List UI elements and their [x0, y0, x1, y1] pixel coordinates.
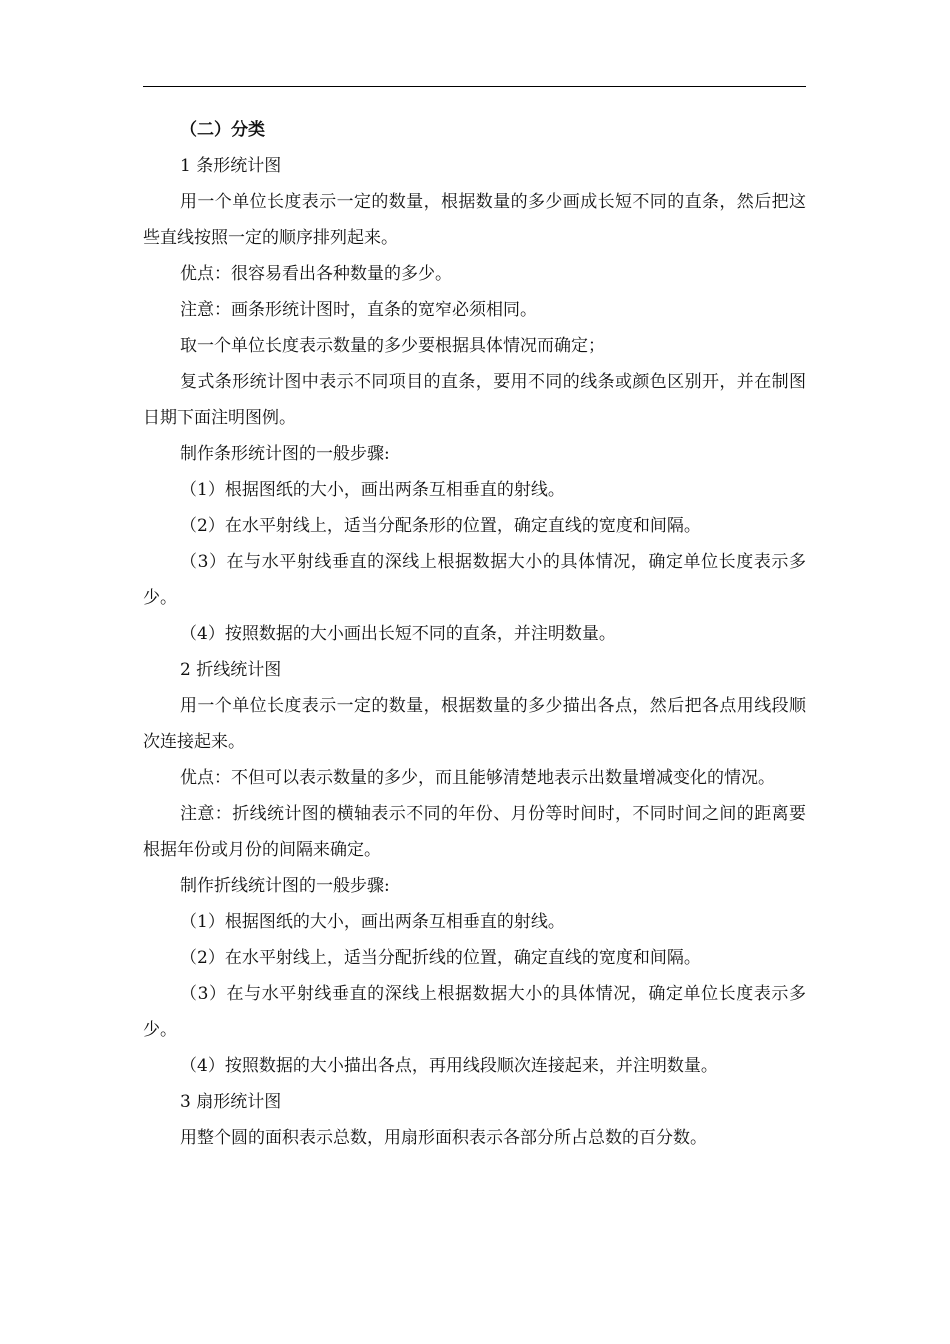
line-chart-note: 注意：折线统计图的横轴表示不同的年份、月份等时间时，不同时间之间的距离要根据年份或月份的间隔来确定。: [143, 804, 806, 860]
line-chart-step-1: （1）根据图纸的大小，画出两条互相垂直的射线。: [180, 912, 565, 932]
line-chart-title: 2 折线统计图: [180, 660, 282, 680]
bar-chart-note-1: 注意：画条形统计图时，直条的宽窄必须相同。: [180, 300, 537, 320]
line-chart-steps-title: 制作折线统计图的一般步骤:: [180, 876, 390, 896]
bar-chart-title: 1 条形统计图: [180, 156, 282, 176]
line-chart-step-4: （4）按照数据的大小描出各点，再用线段顺次连接起来，并注明数量。: [180, 1056, 718, 1076]
document-body: [143, 112, 806, 1156]
bar-chart-note-2: 取一个单位长度表示数量的多少要根据具体情况而确定；: [180, 336, 605, 356]
bar-chart-definition: 用一个单位长度表示一定的数量，根据数量的多少画成长短不同的直条，然后把这些直线按照一定的顺序排列起来。: [143, 192, 806, 248]
bar-chart-step-4: （4）按照数据的大小画出长短不同的直条，并注明数量。: [180, 624, 616, 644]
bar-chart-note-3: 复式条形统计图中表示不同项目的直条，要用不同的线条或颜色区别开，并在制图日期下面注明图例。: [143, 372, 806, 428]
line-chart-advantage: 优点：不但可以表示数量的多少，而且能够清楚地表示出数量增减变化的情况。: [180, 768, 775, 788]
pie-chart-definition: 用整个圆的面积表示总数，用扇形面积表示各部分所占总数的百分数。: [180, 1128, 707, 1148]
bar-chart-step-3: （3）在与水平射线垂直的深线上根据数据大小的具体情况，确定单位长度表示多少。: [143, 552, 806, 608]
bar-chart-advantage: 优点：很容易看出各种数量的多少。: [180, 264, 452, 284]
line-chart-definition: 用一个单位长度表示一定的数量，根据数量的多少描出各点，然后把各点用线段顺次连接起来。: [143, 696, 806, 752]
bar-chart-step-2: （2）在水平射线上，适当分配条形的位置，确定直线的宽度和间隔。: [180, 516, 701, 536]
line-chart-step-3: （3）在与水平射线垂直的深线上根据数据大小的具体情况，确定单位长度表示多少。: [143, 984, 806, 1040]
line-chart-step-2: （2）在水平射线上，适当分配折线的位置，确定直线的宽度和间隔。: [180, 948, 701, 968]
section-heading: （二）分类: [180, 120, 265, 140]
bar-chart-steps-title: 制作条形统计图的一般步骤:: [180, 444, 390, 464]
pie-chart-title: 3 扇形统计图: [180, 1092, 282, 1112]
bar-chart-step-1: （1）根据图纸的大小，画出两条互相垂直的射线。: [180, 480, 565, 500]
header-rule: [143, 86, 806, 87]
